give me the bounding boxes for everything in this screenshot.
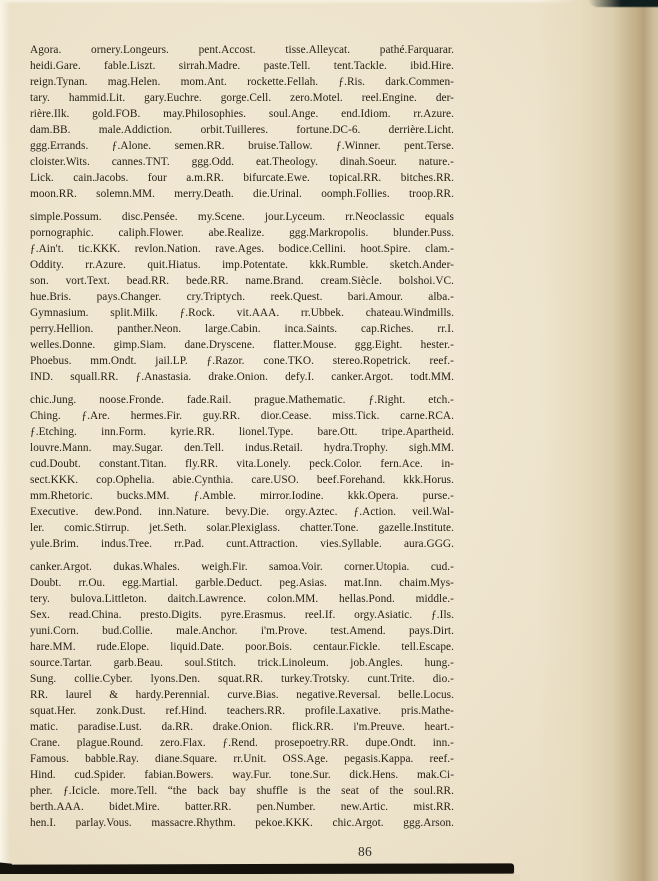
text-line: perry.Hellion. panther.Neon. large.Cabin. inca.Saints. cap.Riches. rr.I. [30,323,454,335]
text-line: RR. laurel & hardy.Perennial. curve.Bias. negative.Reversal. belle.Locus. [30,689,454,701]
text-line: tary. hammid.Lit. gary.Euchre. gorge.Cell. zero.Motel. reel.Engine. der- [30,92,454,104]
text-line: pher. ƒ.Icicle. more.Tell. “the back bay shuffle is the seat of the soul.RR. [30,785,454,797]
text-line: Famous. babble.Ray. diane.Square. rr.Unit. OSS.Age. pegasis.Kappa. reef.- [30,753,454,765]
text-line: Doubt. rr.Ou. egg.Martial. garble.Deduct. peg.Asias. mat.Inn. chaim.Mys- [30,577,454,589]
text-line: louvre.Mann. may.Sugar. den.Tell. indus.Retail. hydra.Trophy. sigh.MM. [30,442,454,454]
text-line: dam.BB. male.Addiction. orbit.Tuilleres. fortune.DC-6. derrière.Licht. [30,124,454,136]
text-line: tery. bulova.Littleton. daitch.Lawrence. colon.MM. hellas.Pond. middle.- [30,593,454,605]
text-line: Sex. read.China. presto.Digits. pyre.Erasmus. reel.If. orgy.Asiatic. ƒ.Ils. [30,609,454,621]
text-line: source.Tartar. garb.Beau. soul.Stitch. trick.Linoleum. job.Angles. hung.- [30,657,454,669]
text-line: ƒ.Ain't. tic.KKK. revlon.Nation. rave.Ages. bodice.Cellini. hoot.Spire. clam.- [30,243,454,255]
page-left-edge [0,0,10,881]
text-line: hare.MM. rude.Elope. liquid.Date. poor.Bois. centaur.Fickle. tell.Escape. [30,641,454,653]
text-line: Crane. plague.Round. zero.Flax. ƒ.Rend. prosepoetry.RR. dupe.Ondt. inn.- [30,737,454,749]
text-line: squat.Her. zonk.Dust. ref.Hind. teachers.RR. profile.Laxative. pris.Mathe- [30,705,454,717]
text-block [30,42,454,831]
text-line: son. vort.Text. bead.RR. bede.RR. name.Brand. cream.Siècle. bolshoi.VC. [30,275,454,287]
text-line: Hind. cud.Spider. fabian.Bowers. way.Fur. tone.Sur. dick.Hens. mak.Ci- [30,769,454,781]
text-line: mm.Rhetoric. bucks.MM. ƒ.Amble. mirror.Iodine. kkk.Opera. purse.- [30,490,454,502]
text-line: rière.Ilk. gold.FOB. may.Philosophies. soul.Ange. end.Idiom. rr.Azure. [30,108,454,120]
text-line: Gymnasium. split.Milk. ƒ.Rock. vit.AAA. rr.Ubbek. chateau.Windmills. [30,307,454,319]
page-number: 86 [358,844,373,859]
paper-below-page-edge [0,874,520,881]
text-line: ggg.Errands. ƒ.Alone. semen.RR. bruise.Tallow. ƒ.Winner. pent.Terse. [30,140,454,152]
text-line: hen.I. parlay.Vous. massacre.Rhythm. pekoe.KKK. chic.Argot. ggg.Arson. [30,817,454,829]
text-line: yule.Brim. indus.Tree. rr.Pad. cunt.Attraction. vies.Syllable. aura.GGG. [30,538,454,550]
text-line: reign.Tynan. mag.Helen. mom.Ant. rockette.Fellah. ƒ.Ris. dark.Commen- [30,76,454,88]
text-line: Sung. collie.Cyber. lyons.Den. squat.RR. turkey.Trotsky. cunt.Trite. dio.- [30,673,454,685]
text-line: Phoebus. mm.Ondt. jail.LP. ƒ.Razor. cone.TKO. stereo.Ropetrick. reef.- [30,355,454,367]
paragraph-2 [30,209,454,385]
text-line: Agora. ornery.Longeurs. pent.Accost. tisse.Alleycat. pathé.Farquarar. [30,44,454,56]
text-line: heidi.Gare. fable.Liszt. sirrah.Madre. paste.Tell. tent.Tackle. ibid.Hire. [30,60,454,72]
page-fore-edge [538,0,658,881]
text-line: chic.Jung. noose.Fronde. fade.Rail. prague.Mathematic. ƒ.Right. etch.- [30,394,454,406]
text-line: yuni.Corn. bud.Collie. male.Anchor. i'm.Prove. test.Amend. pays.Dirt. [30,625,454,637]
text-line: sect.KKK. cop.Ophelia. abie.Cynthia. care.USO. beef.Forehand. kkk.Horus. [30,474,454,486]
page-bottom-shadow [9,863,514,874]
text-line: berth.AAA. bidet.Mire. batter.RR. pen.Number. new.Artic. mist.RR. [30,801,454,813]
text-line: pornographic. caliph.Flower. abe.Realize. ggg.Markropolis. blunder.Puss. [30,227,454,239]
text-line: IND. squall.RR. ƒ.Anastasia. drake.Onion. defy.I. canker.Argot. todt.MM. [30,371,454,383]
text-line: Executive. dew.Pond. inn.Nature. bevy.Die. orgy.Aztec. ƒ.Action. veil.Wal- [30,506,454,518]
text-line: welles.Donne. gimp.Siam. dane.Dryscene. flatter.Mouse. ggg.Eight. hester.- [30,339,454,351]
text-line: cud.Doubt. constant.Titan. fly.RR. vita.Lonely. peck.Color. fern.Ace. in- [30,458,454,470]
text-line: moon.RR. solemn.MM. merry.Death. die.Urinal. oomph.Follies. troop.RR. [30,188,454,200]
paragraph-4 [30,559,454,831]
text-line: ƒ.Etching. inn.Form. kyrie.RR. lionel.Type. bare.Ott. tripe.Apartheid. [30,426,454,438]
paragraph-1 [30,42,454,202]
text-line: Oddity. rr.Azure. quit.Hiatus. imp.Potentate. kkk.Rumble. sketch.Ander- [30,259,454,271]
text-line: canker.Argot. dukas.Whales. weigh.Fir. samoa.Voir. corner.Utopia. cud.- [30,561,454,573]
text-line: Ching. ƒ.Are. hermes.Fir. guy.RR. dior.Cease. miss.Tick. carne.RCA. [30,410,454,422]
text-line: simple.Possum. disc.Pensée. my.Scene. jour.Lyceum. rr.Neoclassic equals [30,211,454,223]
text-line: ler. comic.Stirrup. jet.Seth. solar.Plexiglass. chatter.Tone. gazelle.Institute. [30,522,454,534]
paragraph-3 [30,392,454,552]
background-corner-top-right [588,0,658,7]
text-line: cloister.Wits. cannes.TNT. ggg.Odd. eat.Theology. dinah.Soeur. nature.- [30,156,454,168]
text-line: hue.Bris. pays.Changer. cry.Triptych. reek.Quest. bari.Amour. alba.- [30,291,454,303]
text-line: Lick. cain.Jacobs. four a.m.RR. bifurcate.Ewe. topical.RR. bitches.RR. [30,172,454,184]
text-line: matic. paradise.Lust. da.RR. drake.Onion. flick.RR. i'm.Preuve. heart.- [30,721,454,733]
